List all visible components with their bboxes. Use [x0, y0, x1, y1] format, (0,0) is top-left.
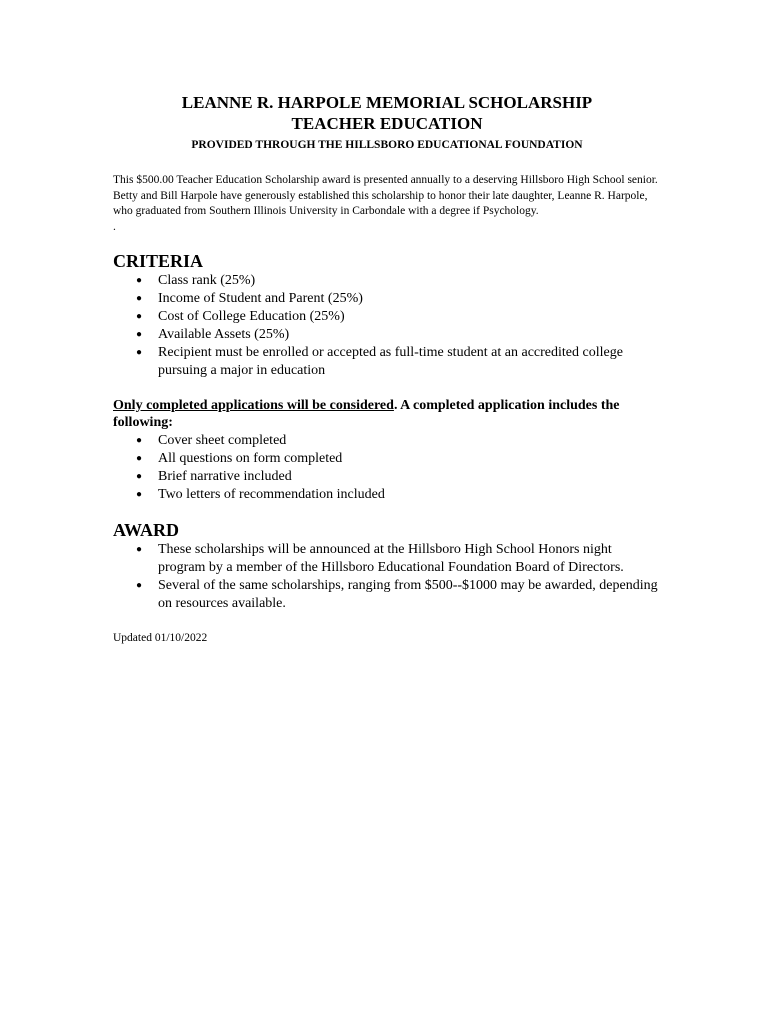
document-title-line1: LEANNE R. HARPOLE MEMORIAL SCHOLARSHIP — [181, 93, 593, 112]
criteria-item — [136, 272, 661, 290]
applications-item — [136, 450, 661, 468]
document-page — [113, 92, 661, 646]
document-subtitle: PROVIDED THROUGH THE HILLSBORO EDUCATIONAL FOUNDATION — [191, 139, 583, 151]
applications-notice — [113, 397, 661, 432]
bullet-icon: ● — [136, 310, 143, 322]
criteria-item — [136, 290, 661, 308]
criteria-item-text: Cost of College Education (25%) — [158, 308, 345, 324]
bullet-icon: ● — [136, 292, 143, 304]
applications-item — [136, 486, 661, 504]
criteria-item-text: Class rank (25%) — [158, 272, 256, 288]
criteria-item — [136, 308, 661, 326]
applications-item — [136, 468, 661, 486]
criteria-item — [136, 326, 661, 344]
bullet-icon: ● — [136, 579, 143, 591]
criteria-heading: CRITERIA — [113, 250, 204, 271]
award-list — [113, 541, 661, 613]
bullet-icon: ● — [136, 346, 143, 358]
criteria-item-text: Income of Student and Parent (25%) — [158, 290, 363, 306]
award-item-text: Several of the same scholarships, ranging from $500--$1000 may be awarded, depending on resources available. — [158, 577, 658, 611]
updated-date: Updated 01/10/2022 — [113, 631, 208, 644]
criteria-list — [113, 272, 661, 380]
award-item — [136, 577, 661, 613]
bullet-icon: ● — [136, 488, 143, 500]
applications-item-text: Cover sheet completed — [158, 432, 287, 448]
applications-notice-emphasis: Only completed applications will be considered — [113, 397, 394, 413]
bullet-icon: ● — [136, 470, 143, 482]
award-item-text: These scholarships will be announced at the Hillsboro High School Honors night program by a member of the Hillsboro Educational Foundation Board of Directors. — [158, 541, 624, 575]
bullet-icon: ● — [136, 434, 143, 446]
award-heading: AWARD — [113, 519, 180, 540]
criteria-item — [136, 344, 661, 380]
bullet-icon: ● — [136, 328, 143, 340]
bullet-icon: ● — [136, 543, 143, 555]
criteria-item-text: Available Assets (25%) — [158, 326, 290, 342]
applications-notice-rest: . A completed application includes the following: — [113, 397, 620, 430]
applications-item — [136, 432, 661, 450]
bullet-icon: ● — [136, 452, 143, 464]
criteria-item-text: Recipient must be enrolled or accepted as full-time student at an accredited college pursuing a major in education — [158, 344, 623, 378]
bullet-icon: ● — [136, 274, 143, 286]
applications-item-text: Two letters of recommendation included — [158, 486, 385, 502]
intro-paragraph: This $500.00 Teacher Education Scholarship award is presented annually to a deserving Hillsboro High School senior. Betty and Bill Harpole have generously established this scholarship to honor their late daughter, Leanne R. Harpole, who graduated from Southern Illinois University in Carbondale with a degree if Psychology. — [113, 174, 658, 217]
intro-trailing-dot: . — [113, 220, 116, 233]
applications-item-text: All questions on form completed — [158, 450, 343, 466]
applications-item-text: Brief narrative included — [158, 468, 292, 484]
award-item — [136, 541, 661, 577]
applications-list — [113, 432, 661, 504]
document-title-line2: TEACHER EDUCATION — [291, 114, 483, 133]
